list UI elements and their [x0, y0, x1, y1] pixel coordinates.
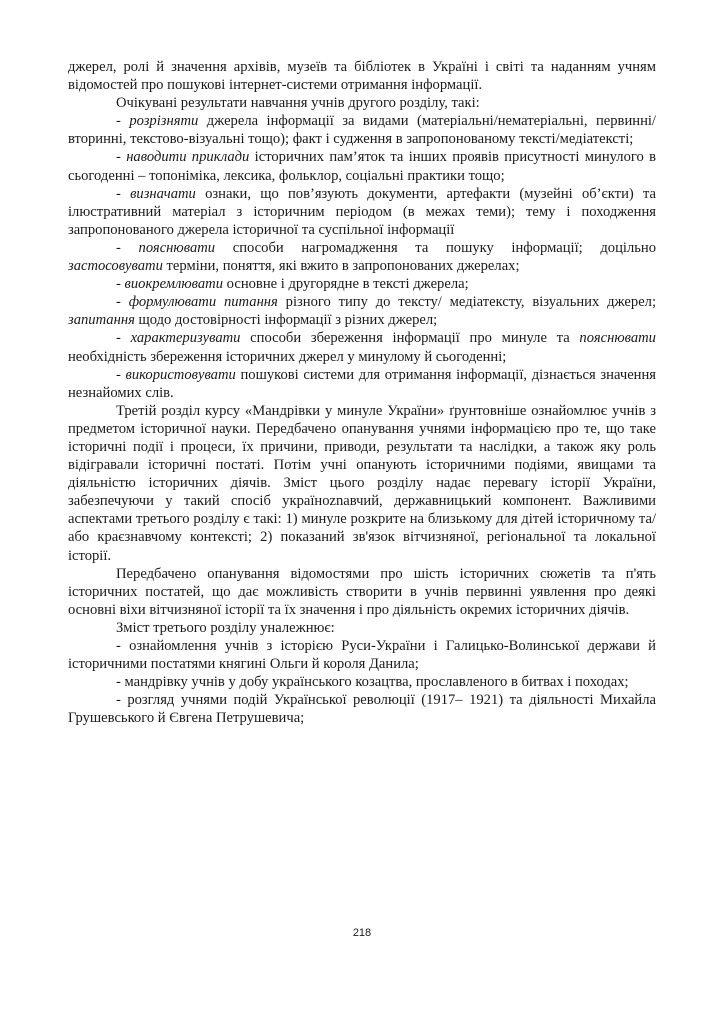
- page-number: 218: [352, 927, 372, 939]
- list-item-text: терміни, поняття, які вжито в запропонованих джерелах;: [162, 258, 520, 275]
- list-item-dash: -: [116, 113, 130, 130]
- list-item-keyword: розрізняти: [129, 113, 199, 130]
- list-item-keyword: формулювати питання: [128, 294, 278, 311]
- list-item-text: ознаки, що пов’язують документи, артефакти (музейні об’єкти) та ілюстративний матеріал з історичним періодом (в межах теми); тему і походження запропонованого джерела історичної та суспільної інформації: [68, 185, 656, 238]
- list-item-keyword: пояснювати: [138, 239, 216, 256]
- list-item-text: необхідність збереження історичних джерел у минулому й сьогоденні;: [68, 348, 507, 365]
- list-item: [68, 148, 656, 184]
- list-item-dash: -: [116, 239, 139, 256]
- list-item: [68, 366, 656, 402]
- list-item-dash: -: [116, 276, 125, 293]
- list-item-dash: -: [116, 185, 131, 202]
- list-item-text: способи збереження інформації про минуле та: [240, 330, 580, 347]
- paragraph-content-heading: Зміст третього розділу уналежнює:: [116, 619, 335, 636]
- list-item-dash: -: [116, 294, 129, 311]
- list-item-dash: -: [116, 330, 131, 347]
- list-item-text: щодо достовірності інформації з різних джерел;: [134, 312, 438, 329]
- list-item-dash: -: [116, 366, 126, 383]
- list-item-keyword: запитання: [68, 312, 135, 329]
- list-item: [68, 329, 656, 365]
- paragraph-expected-results: Очікувані результати навчання учнів другого розділу, такі:: [116, 95, 480, 112]
- list-item-keyword: пояснювати: [579, 330, 656, 347]
- list-item: [68, 275, 656, 293]
- list-item-dash: -: [116, 149, 127, 166]
- list-item-keyword: наводити приклади: [126, 149, 250, 166]
- list-item: - розгляд учнями подій Української революції (1917– 1921) та діяльності Михайла Грушевського й Євгена Петрушевича;: [68, 692, 656, 727]
- list-item-text: основне і другорядне в тексті джерела;: [223, 276, 469, 293]
- list-item-text: джерела інформації за видами (матеріальні/нематеріальні, первинні/ вторинні, текстово-візуальні тощо); факт і судження в запропонованому тексті/медіатексті;: [68, 113, 656, 148]
- list-item-text: пошукові системи для отримання інформації, дізнається значення незнайомих слів.: [68, 366, 657, 401]
- list-item-keyword: виокремлювати: [124, 276, 224, 293]
- paragraph-intro-continuation: джерел, ролі й значення архівів, музеїв та бібліотек в Україні і світі та наданням учням відомостей про пошукові інтернет-системи отримання інформації.: [68, 59, 656, 94]
- list-item-text: історичних пам’яток та інших проявів присутності минулого в сьогоденні – топоніміка, лексика, фольклор, соціальні практики тощо;: [68, 149, 656, 184]
- paragraph-third-section: Третій розділ курсу «Мандрівки у минуле України» ґрунтовніше ознайомлює учнів з предметом історичної науки. Передбачено опанування учнями інформацією про те, що таке історичні події і процеси, їх причини, приводи, результати та наслідки, а також яку роль відігравали історичні постаті. Потім учні опанують історичними подіями, явищами та діяльністю історичних діячів. Зміст цього розділу надає перевагу історії України, забезпечуючи у такий спосіб україноznавчий, державницький компонент. Важливими аспектами третього розділу є такі: 1) минуле розкрите на близькому для дітей історичному та/або краєзнавчому контексті; 2) показаний зв'язок вітчизняної, регіональної та локальної історії.: [68, 402, 656, 564]
- list-item: [68, 239, 656, 275]
- list-item: [68, 293, 656, 329]
- page-content: [68, 58, 656, 727]
- list-item-text: різного типу до тексту/ медіатексту, візуальних джерел;: [277, 294, 657, 311]
- list-item-keyword: використовувати: [125, 366, 236, 383]
- list-item: - ознайомлення учнів з історією Руси-України і Галицько-Волинської держави й історичними постатями княгині Ольги й короля Данила;: [68, 638, 656, 673]
- list-item: [68, 185, 656, 239]
- list-item-keyword: характеризувати: [130, 330, 241, 347]
- list-item-text: способи нагромадження та пошуку інформації; доцільно: [215, 239, 656, 256]
- list-item-keyword: визначати: [130, 185, 196, 202]
- list-item: [68, 112, 656, 148]
- list-item-keyword: застосовувати: [68, 258, 163, 275]
- list-item: - мандрівку учнів у добу українського козацтва, прославленого в битвах і походах;: [116, 674, 629, 691]
- paragraph-historical-plots: Передбачено опанування відомостями про шість історичних сюжетів та п'ять історичних постатей, що дає можливість створити в учнів первинні уявлення про деякі основні віхи вітчизняної історії та їх значення і про діяльність окремих історичних діячів.: [68, 565, 656, 618]
